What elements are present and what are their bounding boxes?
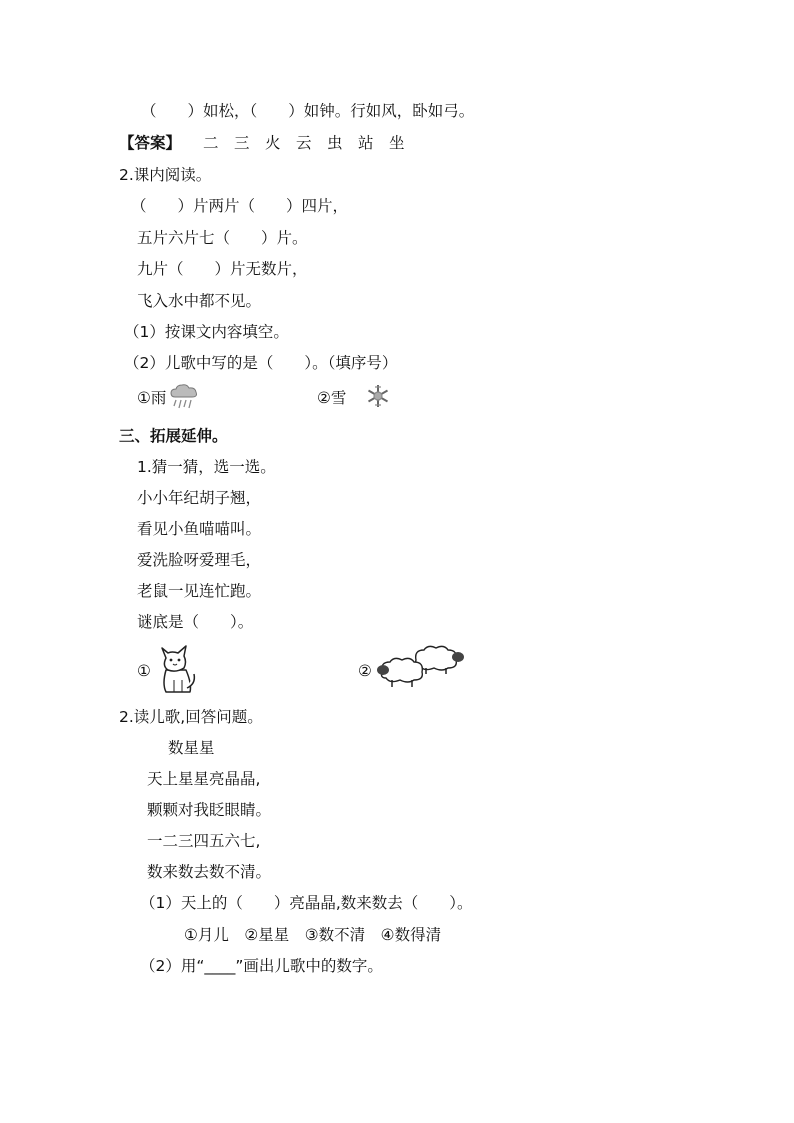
s3-q2-choices: ①月儿 ②星星 ③数不清 ④数得清 (184, 926, 442, 944)
s3-riddle-line4: 老鼠一见连忙跑。 (137, 582, 262, 600)
s3-option2: ② (358, 662, 372, 680)
s3-riddle-line2: 看见小鱼喵喵叫。 (137, 520, 262, 538)
q2-title: 2.课内阅读。 (119, 166, 212, 184)
rain-cloud-icon (169, 383, 199, 411)
cat-icon (154, 640, 198, 696)
s3-poem-line3: 一二三四五六七, (147, 832, 261, 850)
s3-q1-title: 1.猜一猜，选一选。 (137, 458, 276, 476)
s3-riddle-line3: 爱洗脸呀爱理毛， (137, 551, 262, 569)
answer-values: 二 三 火 云 虫 站 坐 (203, 134, 405, 152)
q2-sub1: （1）按课文内容填空。 (124, 323, 289, 341)
q2-poem-line4: 飞入水中都不见。 (137, 292, 262, 310)
q2-poem-line2: 五片六片七（ ）片。 (137, 229, 308, 247)
sheep-icon (376, 644, 466, 690)
s3-poem-line4: 数来数去数不清。 (147, 863, 272, 881)
q2-option2: ②雪 (317, 389, 347, 407)
snowflake-icon (365, 383, 391, 409)
s3-q2-sub1: （1）天上的（ ）亮晶晶,数来数去（ ）。 (140, 894, 473, 912)
s3-riddle-line1: 小小年纪胡子翘， (137, 489, 262, 507)
s3-poem-line2: 颗颗对我眨眼睛。 (147, 801, 272, 819)
s3-poem-line1: 天上星星亮晶晶, (147, 770, 261, 788)
s3-q2-sub2: （2）用“____”画出儿歌中的数字。 (140, 957, 383, 975)
s3-riddle-answer: 谜底是（ ）。 (137, 613, 254, 631)
q2-poem-line3: 九片（ ）片无数片， (137, 260, 308, 278)
top-line1: （ ）如松，（ ）如钟。行如风，卧如弓。 (141, 102, 475, 120)
q2-poem-line1: （ ）片两片（ ）四片， (131, 197, 349, 215)
q2-sub2: （2）儿歌中写的是（ ）。（填序号） (124, 354, 398, 372)
s3-option1: ① (137, 662, 151, 680)
q2-option1: ①雨 (137, 389, 167, 407)
poem-title: 数星星 (168, 739, 215, 757)
answer-label: 【答案】 (119, 134, 182, 152)
s3-q2-title: 2.读儿歌,回答问题。 (119, 708, 263, 726)
section3-title: 三、拓展延伸。 (119, 427, 228, 445)
